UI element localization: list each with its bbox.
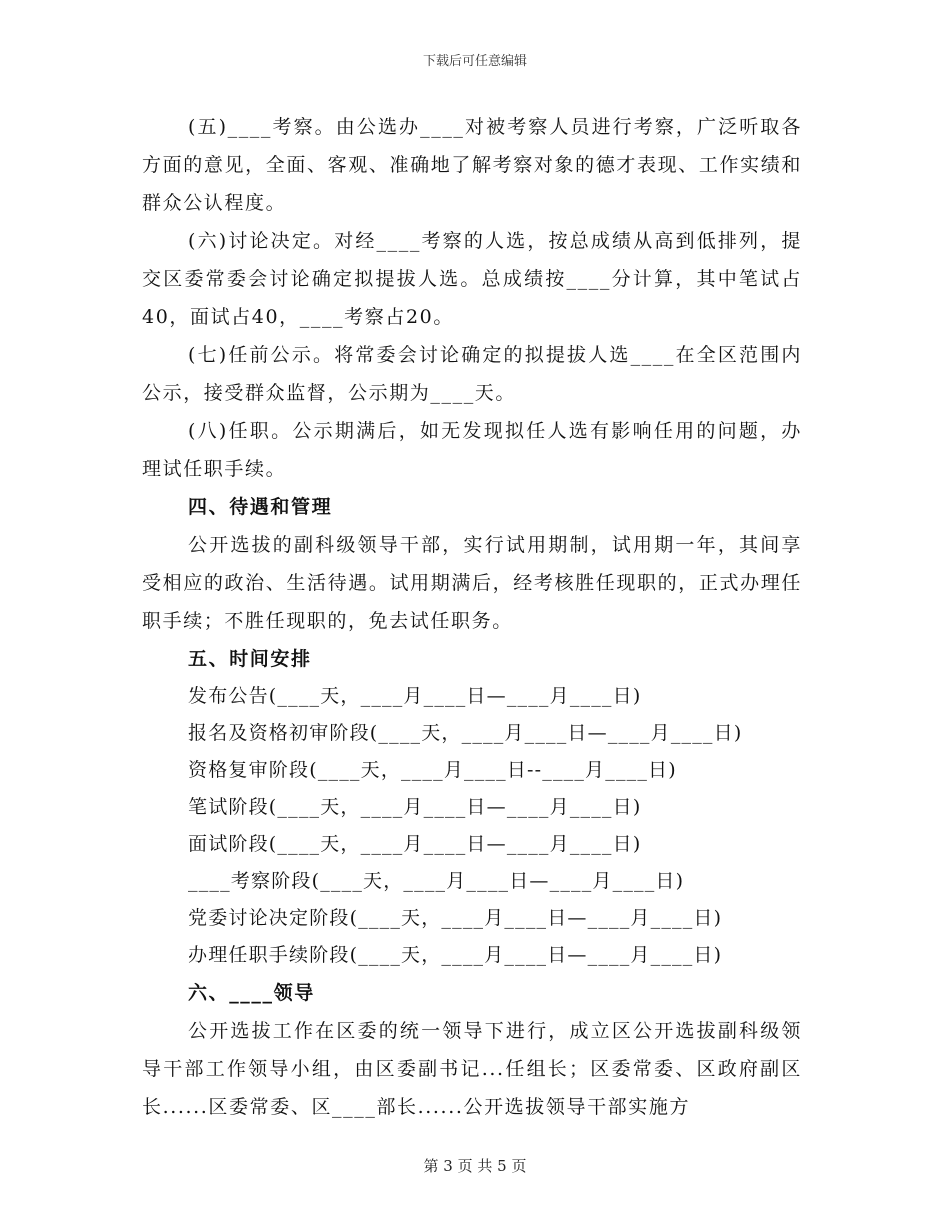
- paragraph-inspection: (五)____考察。由公选办____对被考察人员进行考察，广泛听取各方面的意见，全面、客观、准确地了解考察对象的德才表现、工作实绩和群众公认程度。: [142, 116, 802, 214]
- section-heading-treatment: 四、待遇和管理: [188, 496, 333, 518]
- paragraph-pre-appointment-notice: (七)任前公示。将常委会讨论确定的拟提拔人选____在全区范围内公示，接受群众监督，公示期为____天。: [142, 344, 802, 404]
- page-header: 下载后可任意编辑: [422, 54, 527, 69]
- schedule-line: 面试阶段(____天，____月____日—____月____日): [188, 833, 642, 855]
- paragraph-appointment: (八)任职。公示期满后，如无发现拟任人选有影响任用的问题，办理试任职手续。: [142, 420, 802, 480]
- schedule-line: 办理任职手续阶段(____天，____月____日—____月____日): [188, 944, 723, 966]
- schedule-line: ____考察阶段(____天，____月____日—____月____日): [188, 870, 685, 892]
- schedule-line: 报名及资格初审阶段(____天，____月____日—____月____日): [188, 722, 743, 744]
- schedule-line: 资格复审阶段(____天，____月____日--____月____日): [188, 759, 677, 781]
- page-number-footer: 第 3 页 共 5 页: [423, 1157, 527, 1175]
- paragraph-leadership: 公开选拔工作在区委的统一领导下进行，成立区公开选拔副科级领导干部工作领导小组，由区委副书记...任组长；区委常委、区政府副区长......区委常委、区____部长......公开选拔领导干部实施方: [142, 1020, 802, 1118]
- section-heading-schedule: 五、时间安排: [188, 648, 312, 670]
- schedule-line: 笔试阶段(____天，____月____日—____月____日): [188, 796, 642, 818]
- paragraph-treatment: 公开选拔的副科级领导干部，实行试用期制，试用期一年，其间享受相应的政治、生活待遇。试用期满后，经考核胜任现职的，正式办理任职手续；不胜任现职的，免去试任职务。: [142, 534, 802, 632]
- paragraph-discussion-decision: (六)讨论决定。对经____考察的人选，按总成绩从高到低排列，提交区委常委会讨论确定拟提拔人选。总成绩按____分计算，其中笔试占40，面试占40，____考察占20。: [142, 230, 802, 328]
- section-heading-leadership: 六、____领导: [188, 982, 315, 1004]
- schedule-line: 党委讨论决定阶段(____天，____月____日—____月____日): [188, 907, 723, 929]
- document-body: [142, 108, 802, 1126]
- schedule-line: 发布公告(____天，____月____日—____月____日): [188, 685, 642, 707]
